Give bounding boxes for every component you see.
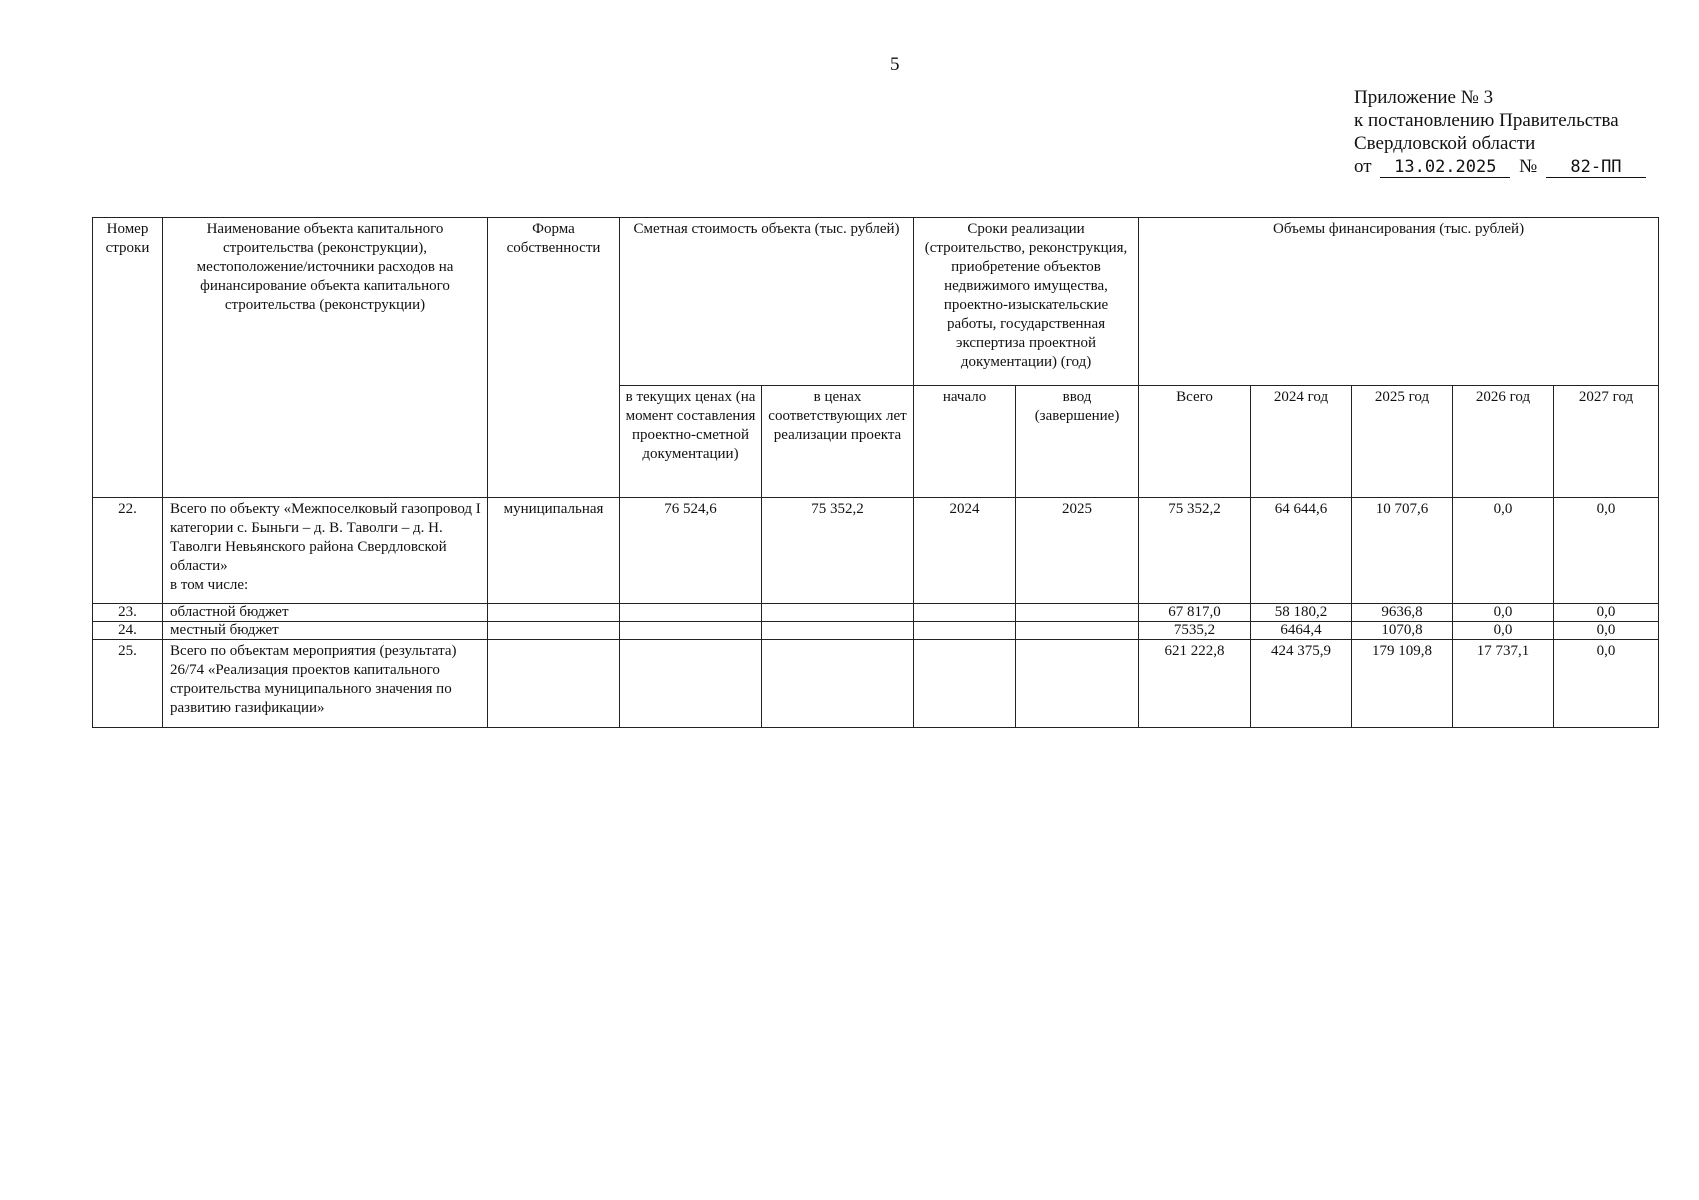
row-cost-current: [620, 640, 762, 728]
row-ownership: муниципальная: [488, 498, 620, 604]
header-funding: Объемы финансирования (тыс. рублей): [1139, 218, 1659, 386]
header-row-top: [93, 218, 1659, 386]
appendix-region: Свердловской области: [1354, 133, 1536, 154]
header-cost-years: в ценах соответствующих лет реализации проекта: [762, 386, 914, 498]
table-row: [93, 622, 1659, 640]
row-total: 75 352,2: [1139, 498, 1251, 604]
row-2027: 0,0: [1554, 498, 1659, 604]
header-object-name: Наименование объекта капитального строительства (реконструкции), местоположение/источники расходов на финансирование объекта капитального строительства (реконструкции): [163, 218, 488, 498]
header-2026: 2026 год: [1453, 386, 1554, 498]
row-start: [914, 622, 1016, 640]
row-number: 22.: [93, 498, 163, 604]
row-start: [914, 604, 1016, 622]
row-2026: 0,0: [1453, 604, 1554, 622]
header-cost-current: в текущих ценах (на момент составления проектно-сметной документации): [620, 386, 762, 498]
header-ownership: Форма собственности: [488, 218, 620, 498]
number-prefix: №: [1519, 156, 1538, 177]
row-ownership: [488, 640, 620, 728]
row-cost-years: [762, 640, 914, 728]
capital-construction-table: [92, 217, 1659, 728]
row-object-name-main: Всего по объекту «Межпоселковый газопровод I категории с. Быньги – д. В. Таволги – д. Н. Таволги Невьянского района Свердловской области»: [170, 501, 481, 574]
row-2027: 0,0: [1554, 604, 1659, 622]
row-object-name-sub: в том числе:: [170, 577, 249, 593]
row-ownership: [488, 604, 620, 622]
row-completion: [1016, 604, 1139, 622]
decree-number: 82-ПП: [1546, 157, 1646, 178]
header-estimated-cost: Сметная стоимость объекта (тыс. рублей): [620, 218, 914, 386]
appendix-date-line: [1354, 155, 1646, 178]
row-cost-years: [762, 622, 914, 640]
table-row: [93, 640, 1659, 728]
row-object-name: областной бюджет: [163, 604, 488, 622]
row-2026: 17 737,1: [1453, 640, 1554, 728]
date-prefix: от: [1354, 156, 1372, 177]
header-2025: 2025 год: [1352, 386, 1453, 498]
table-row: [93, 604, 1659, 622]
row-object-name: Всего по объектам мероприятия (результата) 26/74 «Реализация проектов капитального строительства муниципального значения по развитию газификации»: [163, 640, 488, 728]
row-completion: [1016, 622, 1139, 640]
header-completion: ввод (завершение): [1016, 386, 1139, 498]
row-2027: 0,0: [1554, 640, 1659, 728]
table-row: [93, 498, 1659, 604]
header-row-number: Номер строки: [93, 218, 163, 498]
row-2024: 64 644,6: [1251, 498, 1352, 604]
row-2025: 179 109,8: [1352, 640, 1453, 728]
header-total: Всего: [1139, 386, 1251, 498]
appendix-block: [1354, 86, 1646, 178]
row-object-name: местный бюджет: [163, 622, 488, 640]
page-number: 5: [890, 54, 900, 75]
row-2024: 424 375,9: [1251, 640, 1352, 728]
row-2025: 10 707,6: [1352, 498, 1453, 604]
header-2027: 2027 год: [1554, 386, 1659, 498]
row-2025: 9636,8: [1352, 604, 1453, 622]
row-total: 67 817,0: [1139, 604, 1251, 622]
row-2026: 0,0: [1453, 498, 1554, 604]
row-cost-years: 75 352,2: [762, 498, 914, 604]
row-2027: 0,0: [1554, 622, 1659, 640]
row-total: 621 222,8: [1139, 640, 1251, 728]
header-2024: 2024 год: [1251, 386, 1352, 498]
row-2026: 0,0: [1453, 622, 1554, 640]
row-object-name: [163, 498, 488, 604]
header-terms: Сроки реализации (строительство, реконструкция, приобретение объектов недвижимого имущества, проектно-изыскательские работы, государственная экспертиза проектной документации) (год): [914, 218, 1139, 386]
row-number: 23.: [93, 604, 163, 622]
row-ownership: [488, 622, 620, 640]
header-start: начало: [914, 386, 1016, 498]
row-start: [914, 640, 1016, 728]
row-completion: 2025: [1016, 498, 1139, 604]
row-2024: 6464,4: [1251, 622, 1352, 640]
row-completion: [1016, 640, 1139, 728]
row-cost-current: [620, 622, 762, 640]
row-number: 24.: [93, 622, 163, 640]
row-start: 2024: [914, 498, 1016, 604]
row-number: 25.: [93, 640, 163, 728]
decree-date: 13.02.2025: [1380, 157, 1510, 178]
row-2025: 1070,8: [1352, 622, 1453, 640]
row-cost-current: [620, 604, 762, 622]
appendix-title: Приложение № 3: [1354, 87, 1494, 108]
row-cost-years: [762, 604, 914, 622]
row-total: 7535,2: [1139, 622, 1251, 640]
row-cost-current: 76 524,6: [620, 498, 762, 604]
appendix-decree: к постановлению Правительства: [1354, 110, 1619, 131]
row-2024: 58 180,2: [1251, 604, 1352, 622]
